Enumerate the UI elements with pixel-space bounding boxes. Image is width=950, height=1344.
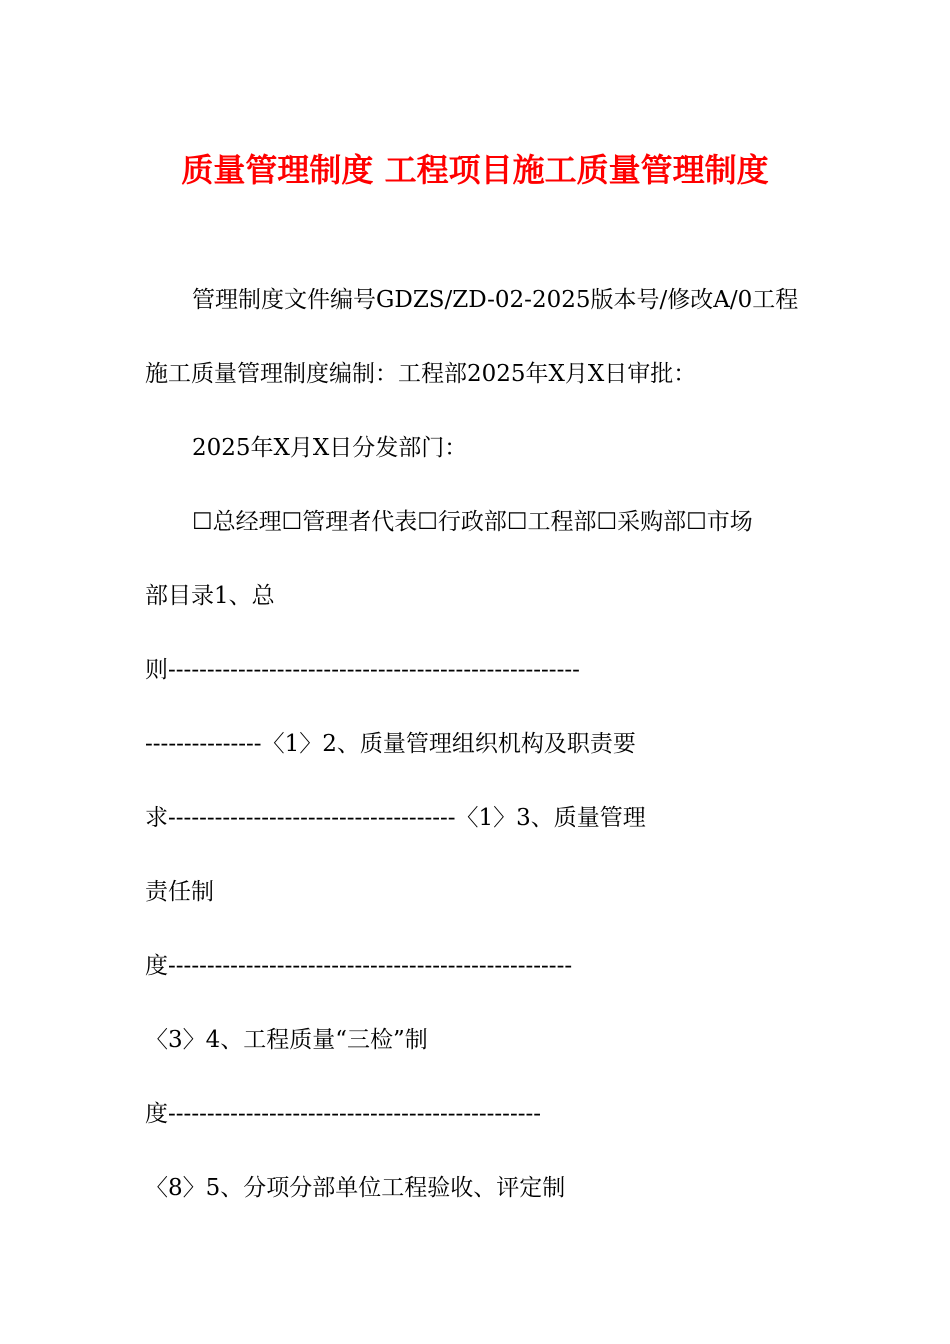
body-line-2: 施工质量管理制度编制：工程部2025年X月X日审批： — [145, 361, 697, 387]
body-line-3: 2025年X月X日分发部门： — [192, 435, 468, 461]
body-line-4: ☐总经理☐管理者代表☐行政部☐工程部☐采购部☐市场 — [192, 509, 753, 535]
document-title: 质量管理制度 工程项目施工质量管理制度 — [181, 151, 769, 189]
toc-line-2: ---------------〈1〉2、质量管理组织机构及职责要 — [145, 731, 636, 757]
toc-line-8: 〈8〉5、分项分部单位工程验收、评定制 — [145, 1175, 566, 1201]
toc-line-3: 求-------------------------------------〈1〉3、质量管理 — [145, 805, 646, 831]
body-line-1: 管理制度文件编号GDZS/ZD-02-2025版本号/修改A/0工程 — [192, 287, 799, 313]
toc-line-4: 责任制 — [145, 879, 214, 905]
toc-line-6: 〈3〉4、工程质量“三检”制 — [145, 1027, 428, 1053]
toc-line-5: 度---------------------------------------------------- — [145, 953, 573, 979]
body-line-5: 部目录1、总 — [145, 583, 275, 609]
toc-line-7: 度------------------------------------------------ — [145, 1101, 542, 1127]
toc-line-1: 则----------------------------------------------------- — [145, 657, 580, 683]
